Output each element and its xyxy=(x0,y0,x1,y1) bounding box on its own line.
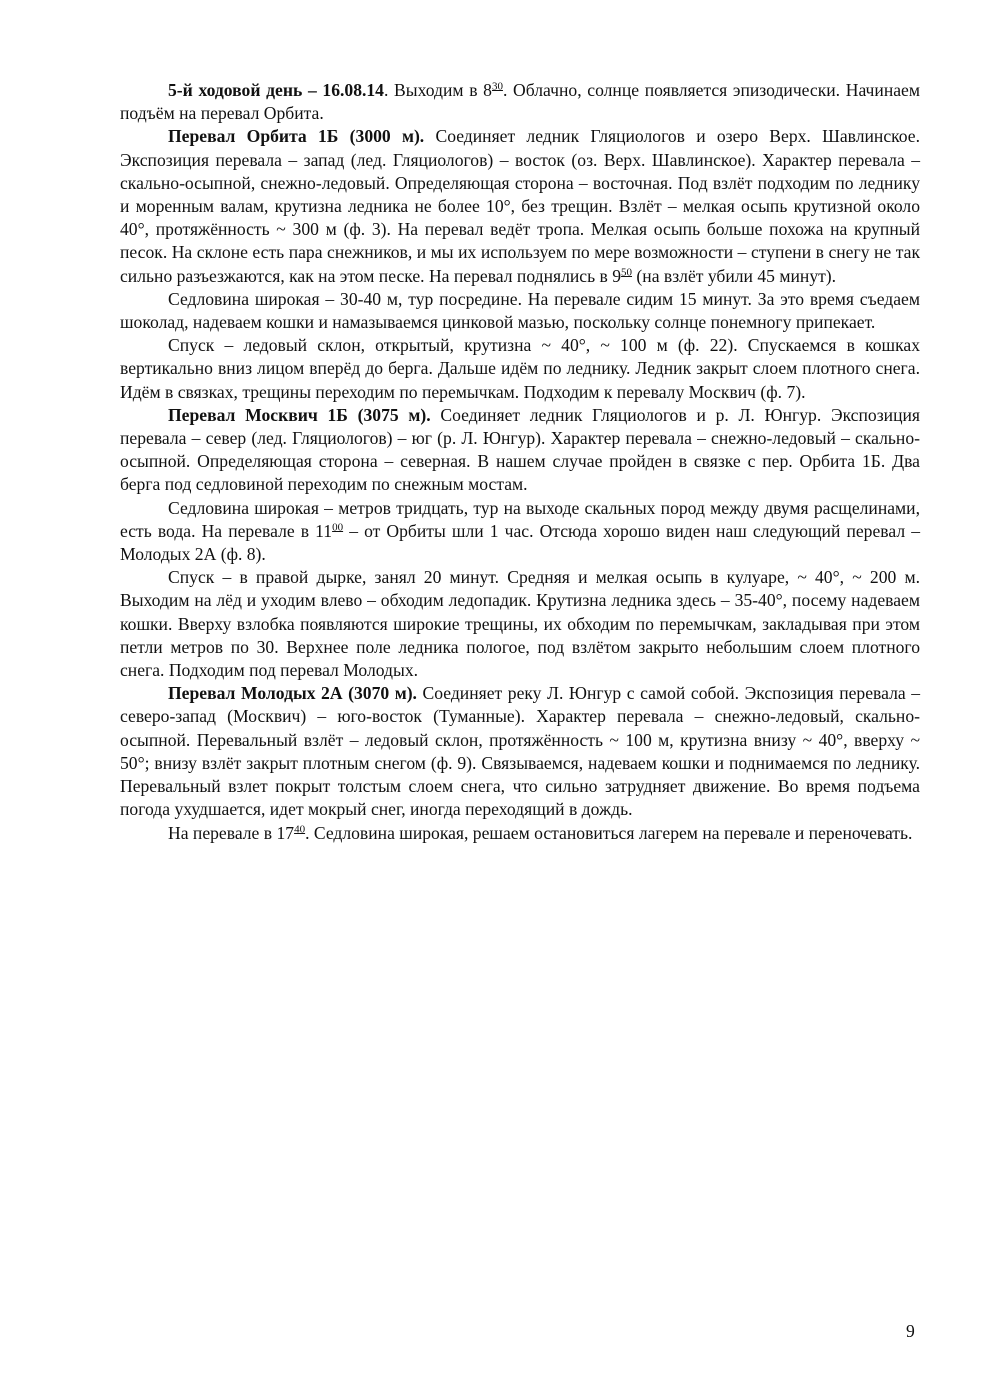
time-minutes: 40 xyxy=(294,822,306,835)
pass-heading-moskvich: Перевал Москвич 1Б (3075 м). xyxy=(168,404,431,425)
paragraph-molodykh: Перевал Молодых 2А (3070 м). Соединяет реку Л. Юнгур с самой собой. Экспозиция перевала – северо-запад (Москвич) – юго-восток (Туманные). Характер перевала – снежно-ледовый, скально-осыпной. Перевальный взлёт – ледовый склон, протяжённость ~ 100 м, крутизна внизу ~ 40°, вверху ~ 50°; внизу взлёт закрыт плотным снегом (ф. 9). Связываемся, надеваем кошки и поднимаемся по леднику. Перевальный взлет покрыт толстым слоем снега, что сильно затрудняет движение. Во время подъема погода ухудшается, идет мокрый снег, иногда переходящий в дождь. xyxy=(120,683,921,820)
paragraph-orbita: Перевал Орбита 1Б (3000 м). Соединяет ледник Гляциологов и озеро Верх. Шавлинское. Экспозиция перевала – запад (лед. Гляциологов) – восток (оз. Верх. Шавлинское). Характер перевала – скально-осыпной, снежно-ледовый. Определяющая сторона – восточная. Под взлёт подходим по леднику и моренным валам, крутизна ледника не более 10°, без трещин. Взлёт – мелкая осыпь крутизной около 40°, протяжённость ~ 300 м (ф. 3). На перевал ведёт тропа. Мелкая осыпь больше похожа на крупный песок. На склоне есть пара снежников, и мы их используем по мере возможности – ступени в снегу не так сильно разъезжаются, как на этом песке. На перевал поднялись в $9^{50}$ (на взлёт убили 45 минут). xyxy=(120,126,920,286)
paragraph-descent-orbita: Спуск – ледовый склон, открытый, крутизна ~ 40°, ~ 100 м (ф. 22). Спускаемся в кошках вертикально вниз лицом вперёд до берга. Дальше идём по леднику. Ледник закрыт слоем плотного снега. Идём в связках, трещины переходим по перемычкам. Подходим к перевалу Москвич (ф. 7). xyxy=(120,335,920,402)
time-minutes: 30 xyxy=(491,80,503,93)
paragraph-on-pass: На перевале в $17^{40}$. Седловина широкая, решаем остановиться лагерем на перевале и переночевать. xyxy=(168,822,913,843)
paragraph-saddle-orbita: Седловина широкая – 30-40 м, тур посредине. На перевале сидим 15 минут. За это время съедаем шоколад, надеваем кошки и намазываемся цинковой мазью, поскольку солнце понемногу припекает. xyxy=(120,288,920,333)
paragraph-day5: 5-й ходовой день – 16.08.14. Выходим в $8^{30}$. Облачно, солнце появляется эпизодически. Начинаем подъём на перевал Орбита. xyxy=(120,80,920,124)
pass-heading-molodykh: Перевал Молодых 2А (3070 м). xyxy=(168,683,417,704)
paragraph-saddle-moskvich: Седловина широкая – метров тридцать, тур на выходе скальных пород между двумя расщелинами, есть вода. На перевале в $11^{00}$ – от Орбиты шли 1 час. Отсюда хорошо виден наш следующий перевал – Молодых 2А (ф. 8). xyxy=(120,497,920,565)
day-heading: 5-й ходовой день – 16.08.14 xyxy=(168,80,384,100)
paragraph-descent-moskvich: Спуск – в правой дырке, занял 20 минут. Средняя и мелкая осыпь в кулуаре, ~ 40°, ~ 200 м. Выходим на лёд и уходим влево – обходим ледопадик. Крутизна ледника здесь – 35-40°, посему надеваем кошки. Вверху взлобка появляются широкие трещины, их обходим по перемычкам, закладывая при этом петли метров по 30. Верхнее поле ледника пологое, под взлётом закрыто небольшим слоем плотного снега. Подходим под перевал Молодых. xyxy=(120,567,920,681)
time-minutes: 50 xyxy=(621,266,633,279)
page-number: 9 xyxy=(906,1321,915,1341)
document-body xyxy=(120,79,920,845)
time-minutes: 00 xyxy=(332,521,344,534)
paragraph-moskvich: Перевал Москвич 1Б (3075 м). Соединяет ледник Гляциологов и р. Л. Юнгур. Экспозиция перевала – север (лед. Гляциологов) – юг (р. Л. Юнгур). Характер перевала – снежно-ледовый – скально-осыпной. Определяющая сторона – северная. В нашем случае пройден в связке с пер. Орбита 1Б. Два берга под седловиной переходим по снежным мостам. xyxy=(120,404,920,495)
pass-heading-orbita: Перевал Орбита 1Б (3000 м). xyxy=(168,126,425,147)
